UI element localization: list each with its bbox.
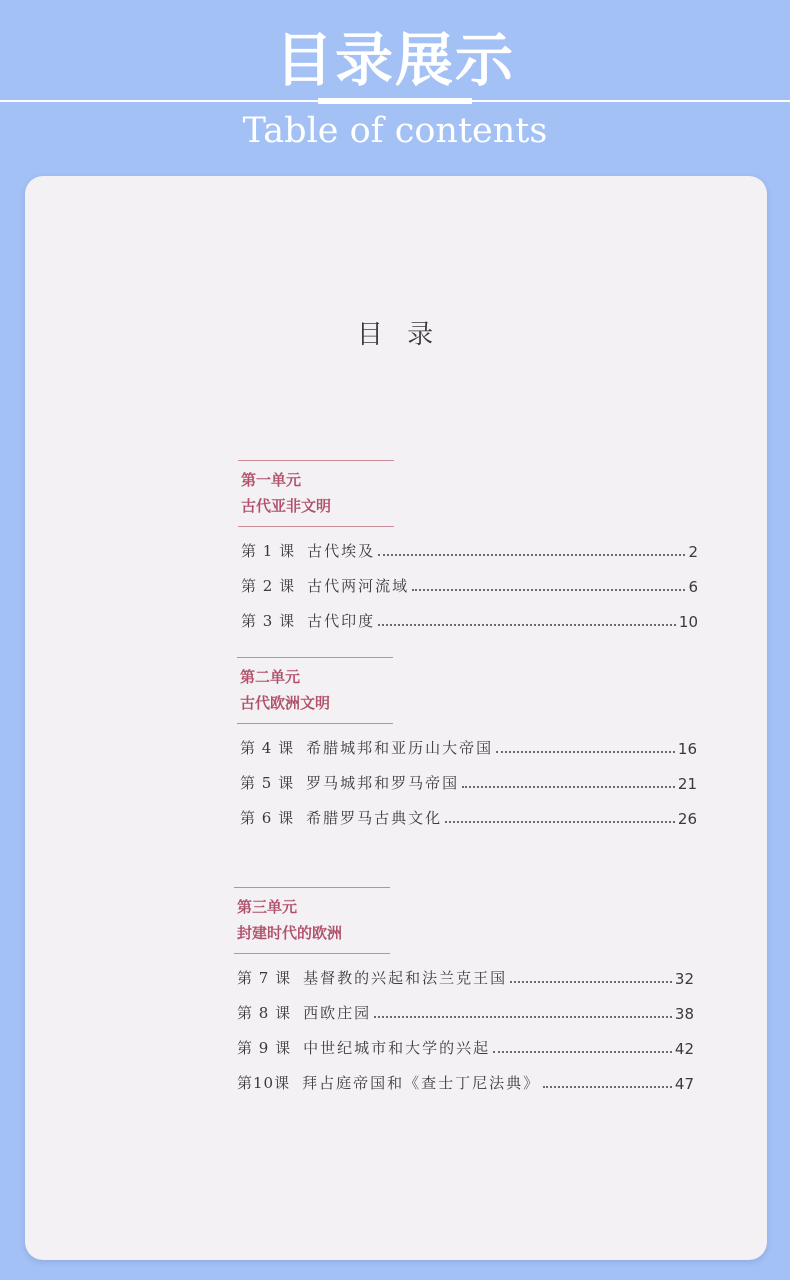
lesson-number: 第10课: [237, 1074, 291, 1092]
banner-divider-accent: [318, 98, 472, 104]
lesson-row[interactable]: [240, 806, 697, 828]
lesson-number: 第 3 课: [241, 612, 296, 630]
unit-divider-bottom: [234, 953, 390, 954]
lesson-title: 中世纪城市和大学的兴起: [303, 1039, 491, 1057]
dot-leader: [445, 821, 675, 823]
lesson-title: 希腊罗马古典文化: [306, 809, 443, 827]
lesson-title: 古代印度: [307, 612, 376, 630]
lesson-page: 10: [678, 613, 698, 631]
lesson-number: 第 4 课: [240, 739, 295, 757]
lesson-page: 42: [674, 1040, 694, 1058]
lesson-title: 古代埃及: [307, 542, 376, 560]
unit-number: 第三单元: [237, 898, 298, 916]
lesson-page: 26: [677, 810, 697, 828]
unit-divider-bottom: [238, 526, 394, 527]
lesson-page: 38: [674, 1005, 694, 1023]
lesson-row[interactable]: [241, 574, 698, 596]
lesson-row[interactable]: [237, 1071, 694, 1093]
lesson-row[interactable]: [237, 966, 694, 988]
unit-divider-top: [237, 657, 393, 658]
lesson-page: 32: [674, 970, 694, 988]
lesson-page: 21: [677, 775, 697, 793]
lesson-number: 第 8 课: [237, 1004, 292, 1022]
lesson-page: 16: [677, 740, 697, 758]
lesson-row[interactable]: [240, 736, 697, 758]
lesson-title: 基督教的兴起和法兰克王国: [303, 969, 508, 987]
unit-divider-bottom: [237, 723, 393, 724]
lesson-number: 第 5 课: [240, 774, 295, 792]
dot-leader: [462, 786, 675, 788]
lesson-number: 第 7 课: [237, 969, 292, 987]
lesson-row[interactable]: [237, 1001, 694, 1023]
lesson-number: 第 2 课: [241, 577, 296, 595]
banner-title: 目录展示: [274, 26, 515, 94]
unit-number: 第一单元: [241, 471, 302, 489]
unit-name: 古代欧洲文明: [240, 694, 331, 712]
dot-leader: [412, 589, 685, 591]
unit-name: 古代亚非文明: [241, 497, 332, 515]
lesson-page: 2: [688, 543, 698, 561]
dot-leader: [374, 1016, 672, 1018]
lesson-title: 希腊城邦和亚历山大帝国: [306, 739, 494, 757]
dot-leader: [378, 624, 676, 626]
dot-leader: [510, 981, 672, 983]
dot-leader: [378, 554, 685, 556]
lesson-title: 古代两河流域: [307, 577, 410, 595]
unit-name: 封建时代的欧洲: [237, 924, 343, 942]
lesson-row[interactable]: [237, 1036, 694, 1058]
unit-divider-top: [238, 460, 394, 461]
lesson-number: 第 6 课: [240, 809, 295, 827]
lesson-page: 47: [674, 1075, 694, 1093]
lesson-row[interactable]: [240, 771, 697, 793]
lesson-number: 第 1 课: [241, 542, 296, 560]
dot-leader: [493, 1051, 672, 1053]
banner-subtitle: Table of contents: [242, 111, 548, 151]
lesson-row[interactable]: [241, 539, 698, 561]
lesson-number: 第 9 课: [237, 1039, 292, 1057]
dot-leader: [543, 1086, 672, 1088]
lesson-row[interactable]: [241, 609, 698, 631]
unit-divider-top: [234, 887, 390, 888]
dot-leader: [496, 751, 675, 753]
unit-number: 第二单元: [240, 668, 301, 686]
lesson-title: 罗马城邦和罗马帝国: [306, 774, 460, 792]
lesson-page: 6: [688, 578, 698, 596]
lesson-title: 拜占庭帝国和《查士丁尼法典》: [302, 1074, 541, 1092]
lesson-title: 西欧庄园: [303, 1004, 372, 1022]
toc-heading: 目 录: [356, 320, 442, 350]
